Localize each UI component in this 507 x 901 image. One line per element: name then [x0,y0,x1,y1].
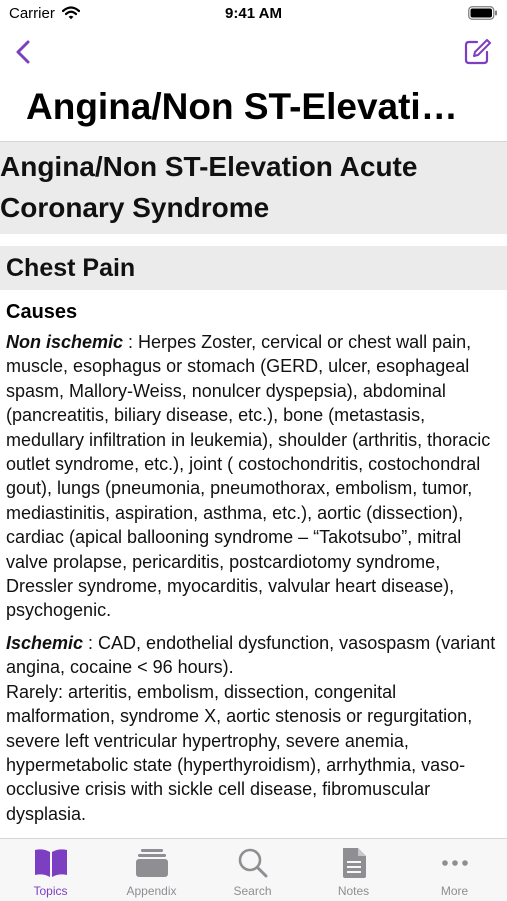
non-ischemic-text: : Herpes Zoster, cervical or chest wall pain, muscle, esophagus or stomach (GERD, ulcer, esophageal spasm, Mallory-Weiss, nonulcer dyspepsia), abdominal (pancreatitis, biliary disease, etc.), bone (metastasis, medullary infiltration in leukemia), shoulder (arthritis, thoracic outlet syndrome, etc.), joint ( costochondritis, costochondral gout), lungs (pneumonia, pneumothorax, embolism, tumor, mediastinitis, aspiration, asthma, etc.), aortic (dissection), cardiac (apical ballooning syndrome – “Takotsubo”, mitral valve prolapse, pericarditis, postcardiotomy syndrome, Dressler syndrome, myocarditis, valvular heart disease), psychogenic. [6,332,491,621]
status-bar [0,0,507,30]
subsection-heading-causes: Causes [6,301,78,323]
page-title: Angina/Non ST-Elevati… [26,86,458,127]
stack-icon [134,847,170,879]
tab-notes-label: Notes [337,884,370,898]
more-icon [437,847,473,879]
carrier-label: Carrier [9,5,55,22]
tab-search[interactable] [202,839,303,901]
non-ischemic-term: Non ischemic [6,332,124,352]
tab-more-label: More [440,884,469,898]
topic-heading: Angina/Non ST-Elevation Acute Coronary Syndrome [0,142,507,234]
tab-appendix-label: Appendix [126,884,177,898]
tab-bar [0,838,507,901]
tab-notes[interactable] [303,839,404,901]
edit-icon[interactable] [463,38,493,66]
ischemic-text: : CAD, endothelial dysfunction, vasospasm (variant angina, cocaine < 96 hours). [6,632,496,678]
tab-topics[interactable] [0,839,101,901]
search-icon [235,847,271,879]
clock-time: 9:41 AM [225,5,282,22]
non-ischemic-paragraph [6,330,501,623]
tab-more[interactable] [404,839,505,901]
battery-icon [468,6,498,20]
rarely-text: Rarely: arteritis, embolism, dissection, congenital malformation, syndrome X, aortic stenosis or regurgitation, severe left ventricular hypertrophy, severe anemia, hypermetabolic state (hyperthyroidism), arrhythmia, vaso-occlusive crisis with sickle cell disease, fibromuscular dysplasia. [6,681,473,824]
tab-appendix[interactable] [101,839,202,901]
article-content[interactable] [0,142,507,838]
book-icon [33,847,69,879]
back-chevron-icon[interactable] [12,38,36,66]
ischemic-term: Ischemic [6,632,84,653]
ischemic-paragraph [6,631,501,826]
tab-search-label: Search [233,884,272,898]
notes-icon [336,847,372,879]
section-heading-chest-pain: Chest Pain [0,246,507,290]
navigation-bar [0,30,507,76]
tab-topics-label: Topics [33,884,68,898]
